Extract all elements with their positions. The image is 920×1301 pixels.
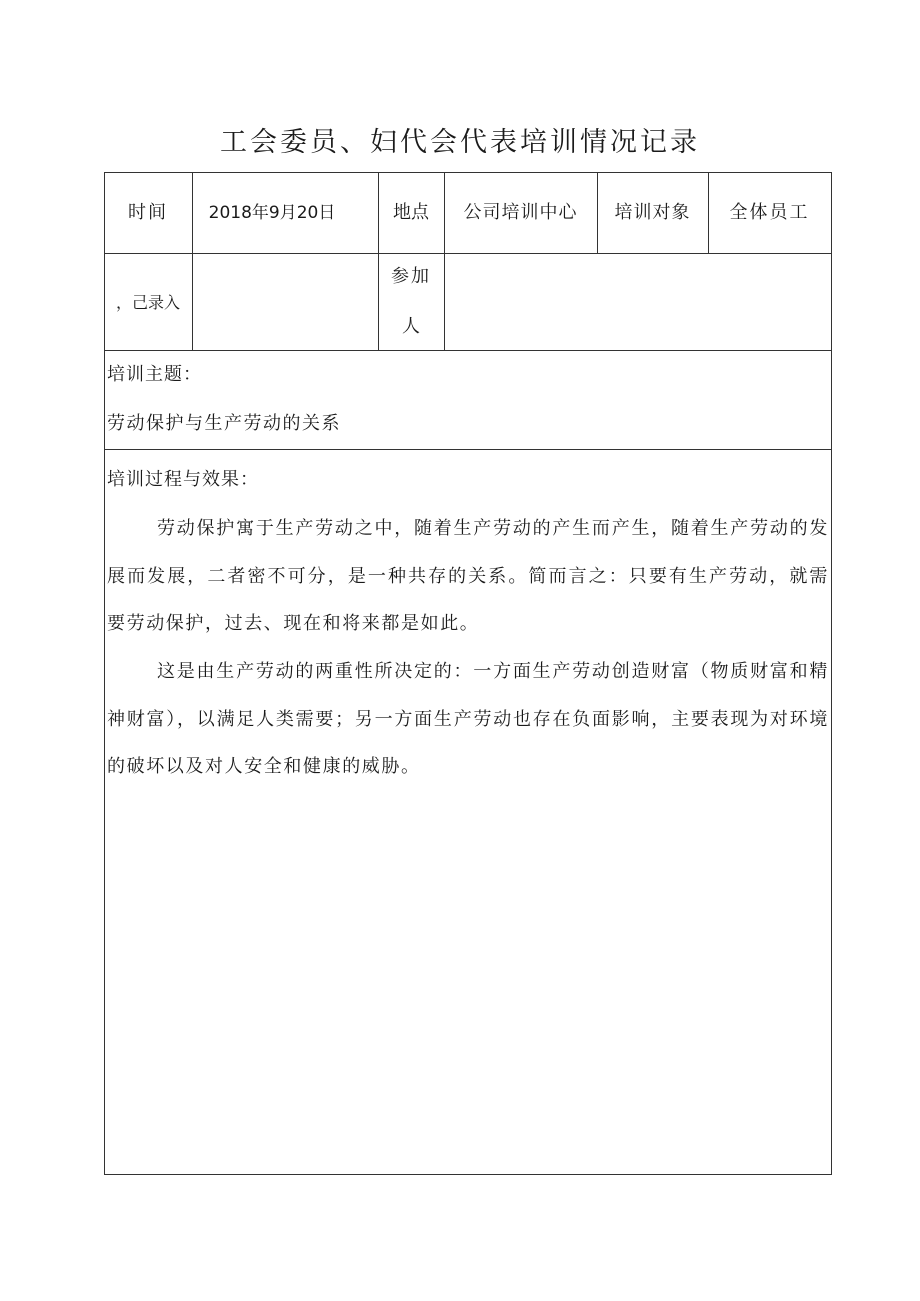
place-label: 地点 xyxy=(393,202,429,223)
page-title: 工会委员、妇代会代表培训情况记录 xyxy=(220,127,700,158)
table-border-left xyxy=(104,172,105,1175)
table-row-divider-3 xyxy=(104,449,832,450)
row1-divider-c xyxy=(444,172,445,351)
table-border-bottom xyxy=(104,1174,832,1175)
participants-left-note: ，己录入 xyxy=(115,293,180,312)
target-label: 培训对象 xyxy=(614,202,691,223)
time-value: 2018年9月20日 xyxy=(208,203,336,223)
participants-label-line2: 人 xyxy=(402,316,420,337)
place-value: 公司培训中心 xyxy=(463,202,578,223)
table-border-top xyxy=(104,172,832,173)
process-paragraph-2: 这是由生产劳动的两重性所决定的：一方面生产劳动创造财富（物质财富和精神财富），以满足人类需要；另一方面生产劳动也存在负面影响，主要表现为对环境的破坏以及对人安全和健康的威胁。 xyxy=(107,661,829,777)
time-label: 时间 xyxy=(128,202,168,223)
topic-value: 劳动保护与生产劳动的关系 xyxy=(107,413,341,434)
table-border-right xyxy=(831,172,832,1175)
participants-label-line1: 参加 xyxy=(391,266,431,287)
table-row-divider-2 xyxy=(104,350,832,351)
row1-divider-a xyxy=(192,172,193,351)
process-paragraph-1: 劳动保护寓于生产劳动之中，随着生产劳动的产生而产生，随着生产劳动的发展而发展，二者密不可分，是一种共存的关系。简而言之：只要有生产劳动，就需要劳动保护，过去、现在和将来都是如此。 xyxy=(107,518,829,634)
table-row-divider-1 xyxy=(104,253,832,254)
process-label: 培训过程与效果： xyxy=(107,469,259,490)
target-value: 全体员工 xyxy=(729,202,810,223)
topic-label: 培训主题： xyxy=(107,364,202,385)
